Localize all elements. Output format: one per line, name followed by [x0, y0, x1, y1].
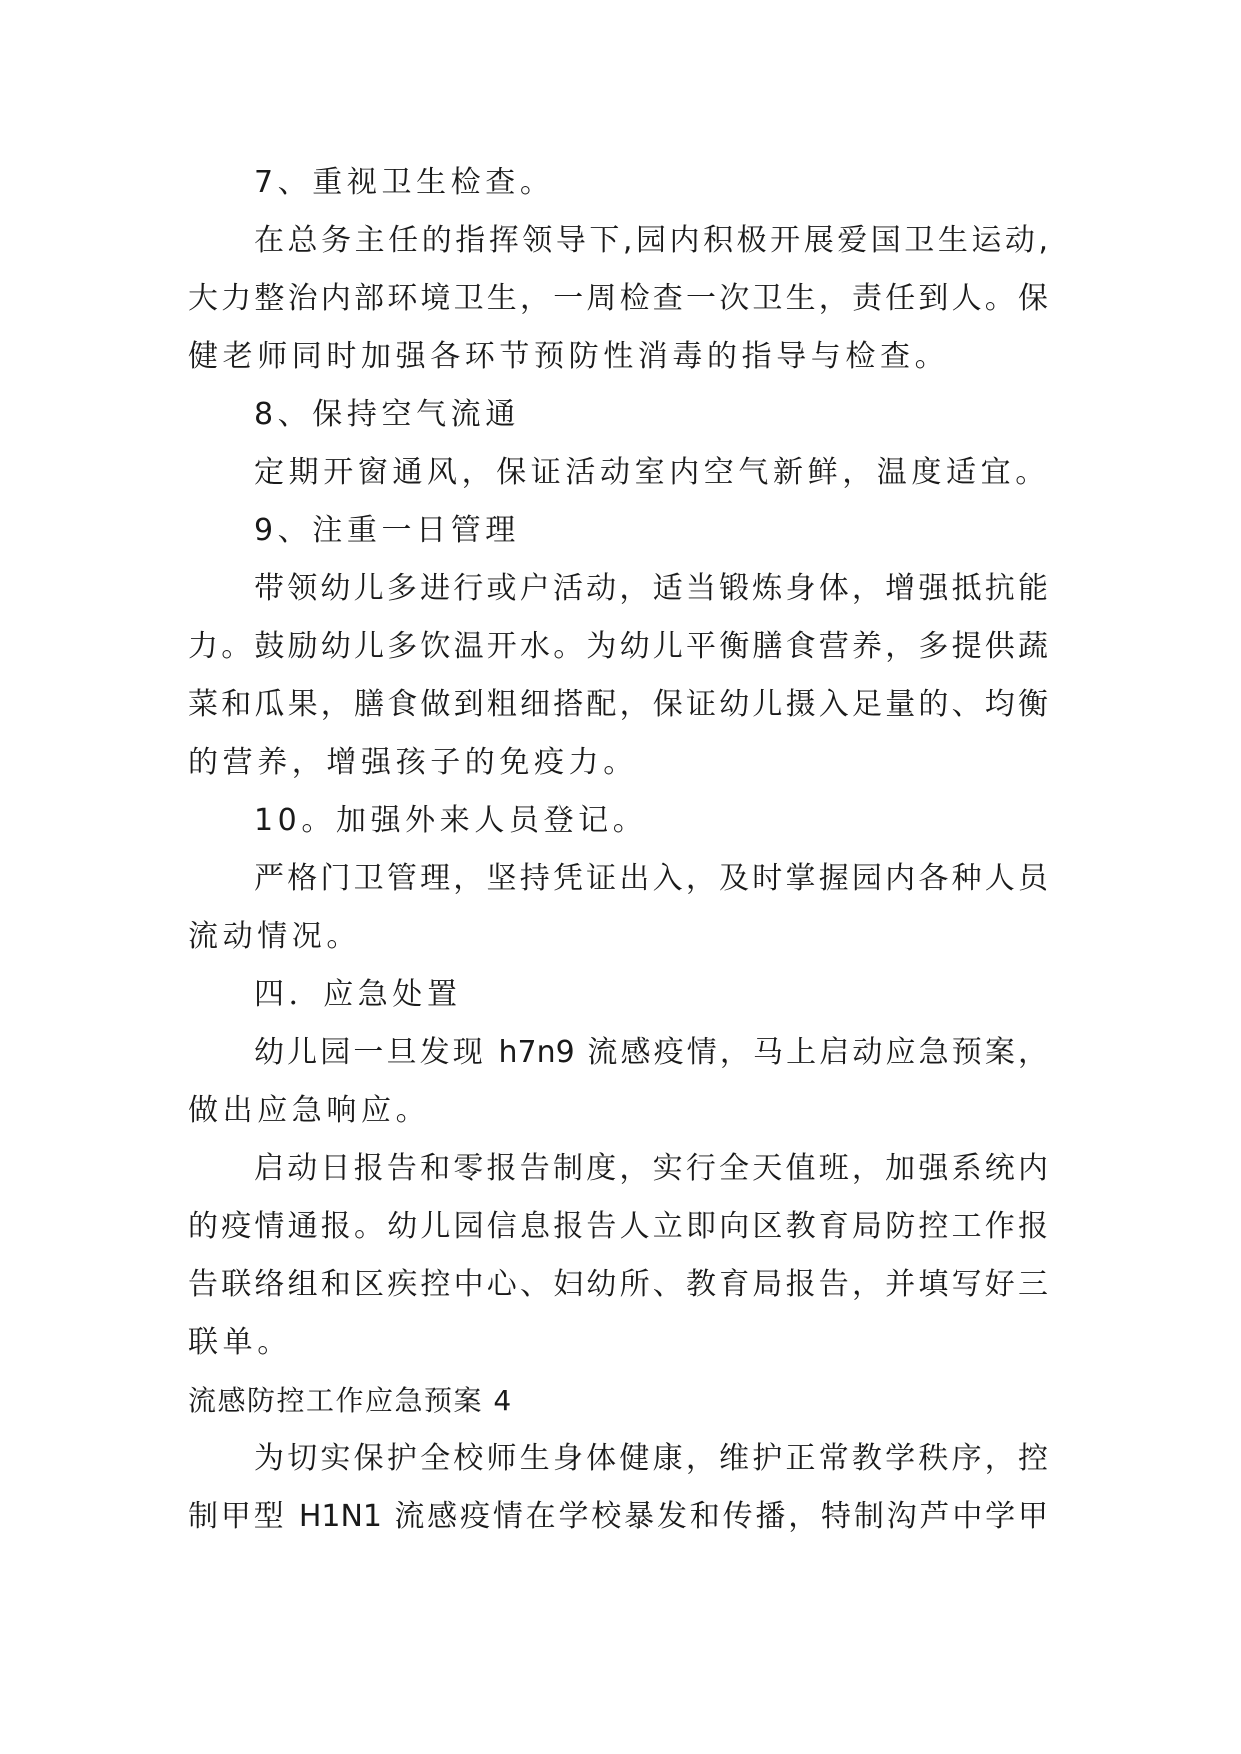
paragraph-line: 做出应急响应。 — [188, 1093, 431, 1128]
paragraph-line: 带领幼儿多进行或户活动，适当锻炼身体，增强抵抗能 — [254, 571, 1048, 606]
paragraph-line: 制甲型 H1N1 流感疫情在学校暴发和传播，特制沟芦中学甲 — [188, 1499, 1048, 1534]
paragraph-line: 严格门卫管理，坚持凭证出入，及时掌握园内各种人员 — [254, 861, 1048, 896]
paragraph-line: 流动情况。 — [188, 919, 361, 954]
paragraph-line: 健老师同时加强各环节预防性消毒的指导与检查。 — [188, 339, 950, 374]
paragraph-line: 为切实保护全校师生身体健康，维护正常教学秩序，控 — [254, 1441, 1048, 1476]
section-4-heading: 四．应急处置 — [254, 977, 462, 1012]
item-10-heading: 10。加强外来人员登记。 — [254, 803, 648, 838]
paragraph-line: 定期开窗通风，保证活动室内空气新鲜，温度适宜。 — [254, 455, 1050, 490]
paragraph-line: 的营养，增强孩子的免疫力。 — [188, 745, 638, 780]
paragraph-line: 联单。 — [188, 1325, 292, 1360]
item-8-heading: 8、保持空气流通 — [254, 397, 520, 432]
paragraph-line: 告联络组和区疾控中心、妇幼所、教育局报告，并填写好三 — [188, 1267, 1048, 1302]
paragraph-line: 力。鼓励幼儿多饮温开水。为幼儿平衡膳食营养，多提供蔬 — [188, 629, 1048, 664]
paragraph-line: 菜和瓜果，膳食做到粗细搭配，保证幼儿摄入足量的、均衡 — [188, 687, 1048, 722]
paragraph-line: 启动日报告和零报告制度，实行全天值班，加强系统内 — [254, 1151, 1048, 1186]
document-section-title: 流感防控工作应急预案 4 — [188, 1384, 513, 1417]
paragraph-line: 大力整治内部环境卫生，一周检查一次卫生，责任到人。保 — [188, 281, 1048, 316]
paragraph-line: 幼儿园一旦发现 h7n9 流感疫情，马上启动应急预案， — [254, 1035, 1048, 1070]
paragraph-line: 的疫情通报。幼儿园信息报告人立即向区教育局防控工作报 — [188, 1209, 1048, 1244]
paragraph-line: 在总务主任的指挥领导下,园内积极开展爱国卫生运动, — [254, 223, 1048, 258]
item-7-heading: 7、重视卫生检查。 — [254, 165, 555, 200]
item-9-heading: 9、注重一日管理 — [254, 513, 520, 548]
